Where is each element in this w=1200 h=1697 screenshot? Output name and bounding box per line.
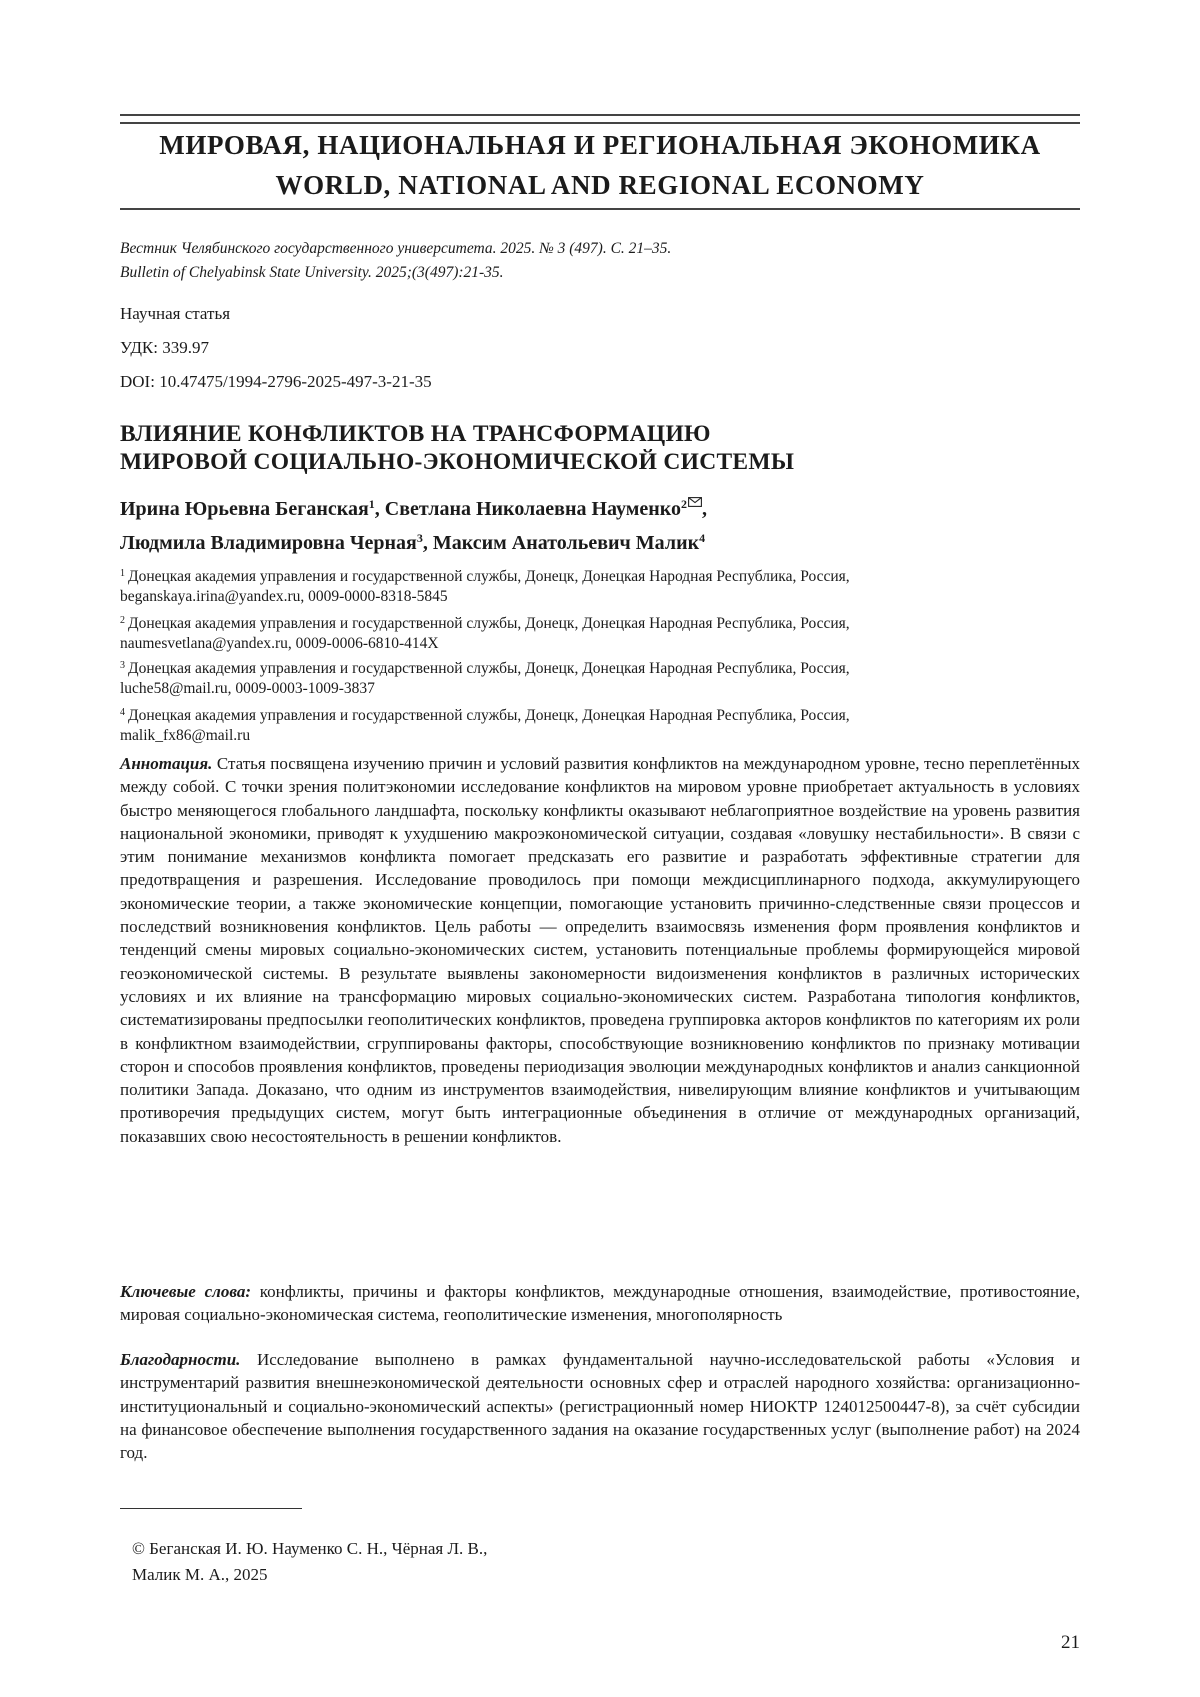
keywords — [120, 1280, 1080, 1327]
affiliation-mark: 1 — [368, 497, 375, 511]
author-separator: , — [702, 498, 708, 520]
author-line-1 — [120, 490, 1080, 524]
copyright-line-1: © Беганская И. Ю. Науменко С. Н., Чёрная Л. В., — [132, 1539, 488, 1558]
affiliation-institution: Донецкая академия управления и государственной службы, Донецк, Донецкая Народная Республика, Россия, — [128, 615, 850, 632]
author-list — [120, 490, 1080, 558]
affiliation-contact: malik_fx86@mail.ru — [120, 727, 251, 744]
article-title-line-2: МИРОВОЙ СОЦИАЛЬНО-ЭКОНОМИЧЕСКОЙ СИСТЕМЫ — [120, 449, 795, 475]
abstract-label: Аннотация. — [120, 754, 213, 773]
author-name: Светлана Николаевна Науменко — [384, 498, 682, 520]
affiliation-mark: 2 — [681, 497, 688, 511]
abstract-text: Статья посвящена изучению причин и условий развития конфликтов на международном уровне, тесно переплетённых между собой. С точки зрения политэкономии исследование конфликтов на мировом уровне приобретает актуальность в условиях быстро меняющегося глобального ландшафта, поскольку конфликты оказывают неблагоприятное воздействие на уровень развития национальной экономики, приводят к ухудшению макроэкономической ситуации, создавая «ловушку нестабильности». В связи с этим понимание механизмов конфликта помогает предсказать его развитие и разработать эффективные стратегии для предотвращения и разрешения. Исследование проводилось при помощи междисциплинарного подхода, аккумулирующего экономические теории, а также экономические концепции, помогающие установить причинно-следственные связи процессов и последствий возникновения конфликтов. Цель работы — определить взаимосвязь изменения форм проявления конфликтов и тенденций смены мировых социально-экономических систем, установить потенциальные проблемы формирующейся мировой геоэкономической системы. В результате выявлены закономерности видоизменения конфликтов в различных исторических условиях и их влияние на трансформацию мировых социально-экономических систем. Разработана типология конфликтов, систематизированы предпосылки геополитических конфликтов, проведена группировка акторов конфликтов по категориям их роли в конфликтном взаимодействии, сгруппированы факторы, способствующие возникновению конфликтов по признаку мотивации сторон и способов проявления конфликтов, проведены периодизация эволюции международных конфликтов и анализ санкционной политики Запада. Доказано, что одним из инструментов взаимодействия, нивелирующим влияние конфликтов и учитывающим противоречия предыдущих систем, могут быть интеграционные объединения в отличие от международных организаций, показавших свою несостоятельность в решении конфликтов. — [120, 754, 1080, 1146]
author-name: Максим Анатольевич Малик — [432, 532, 700, 554]
footnote-rule — [120, 1508, 302, 1509]
affiliation-number: 3 — [120, 660, 125, 671]
affiliation-mark: 4 — [699, 531, 706, 545]
citation-en: Bulletin of Chelyabinsk State University. 2025;(3(497):21-35. — [120, 264, 504, 281]
author-line-2 — [120, 524, 1080, 558]
author-separator: , — [422, 532, 433, 554]
acknowledgements — [120, 1348, 1080, 1464]
author-name: Ирина Юрьевна Беганская — [120, 498, 369, 520]
copyright-notice — [132, 1536, 732, 1588]
affiliation-4 — [120, 703, 1080, 746]
abstract — [120, 752, 1080, 1148]
affiliation-contact: beganskaya.irina@yandex.ru, 0009-0000-8318-5845 — [120, 588, 448, 605]
acknowledgements-label: Благодарности. — [120, 1350, 241, 1369]
affiliation-mark: 3 — [416, 531, 423, 545]
affiliation-contact: naumesvetlana@yandex.ru, 0009-0006-6810-414X — [120, 635, 439, 652]
acknowledgements-text: Исследование выполнено в рамках фундаментальной научно-исследовательской работы «Условия и инструментарий развития внешнеэкономической деятельности основных сфер и отраслей народного хозяйства: организационно-институциональный и социально-экономический аспекты» (регистрационный номер НИОКТР 124012500447-8), за счёт субсидии на финансовое обеспечение выполнения государственного задания на оказание государственных услуг (выполнение работ) на 2024 год. — [120, 1350, 1080, 1463]
author-separator: , — [374, 498, 385, 520]
affiliation-2 — [120, 611, 1080, 654]
article-type: Научная статья — [120, 304, 231, 323]
section-title-en: WORLD, NATIONAL AND REGIONAL ECONOMY — [275, 170, 925, 200]
affiliation-institution: Донецкая академия управления и государственной службы, Донецк, Донецкая Народная Республика, Россия, — [128, 707, 850, 724]
affiliation-number: 2 — [120, 615, 125, 626]
udk-code: УДК: 339.97 — [120, 338, 209, 357]
affiliation-institution: Донецкая академия управления и государственной службы, Донецк, Донецкая Народная Республика, Россия, — [128, 660, 850, 677]
author-name: Людмила Владимировна Черная — [120, 532, 417, 554]
article-title-line-1: ВЛИЯНИЕ КОНФЛИКТОВ НА ТРАНСФОРМАЦИЮ — [120, 421, 711, 447]
keywords-label: Ключевые слова: — [120, 1282, 252, 1301]
section-title-ru: МИРОВАЯ, НАЦИОНАЛЬНАЯ И РЕГИОНАЛЬНАЯ ЭКОНОМИКА — [159, 130, 1041, 160]
page-number: 21 — [1061, 1632, 1080, 1653]
doi: DOI: 10.47475/1994-2796-2025-497-3-21-35 — [120, 372, 432, 391]
affiliation-number: 1 — [120, 568, 125, 579]
header-bottom-rule — [120, 208, 1080, 210]
article-title — [120, 420, 1080, 476]
citation-ru: Вестник Челябинского государственного университета. 2025. № 3 (497). С. 21–35. — [120, 240, 672, 257]
keywords-text: конфликты, причины и факторы конфликтов, международные отношения, взаимодействие, противостояние, мировая социально-экономическая система, геополитические изменения, многополярность — [120, 1282, 1081, 1325]
envelope-icon — [688, 497, 702, 507]
affiliation-institution: Донецкая академия управления и государственной службы, Донецк, Донецкая Народная Республика, Россия, — [128, 568, 850, 585]
affiliation-number: 4 — [120, 707, 125, 718]
header-double-rule — [120, 114, 1080, 124]
copyright-line-2: Малик М. А., 2025 — [132, 1565, 268, 1584]
affiliation-3 — [120, 656, 1080, 699]
affiliation-1 — [120, 564, 1080, 607]
affiliation-contact: luche58@mail.ru, 0009-0003-1009-3837 — [120, 680, 375, 697]
